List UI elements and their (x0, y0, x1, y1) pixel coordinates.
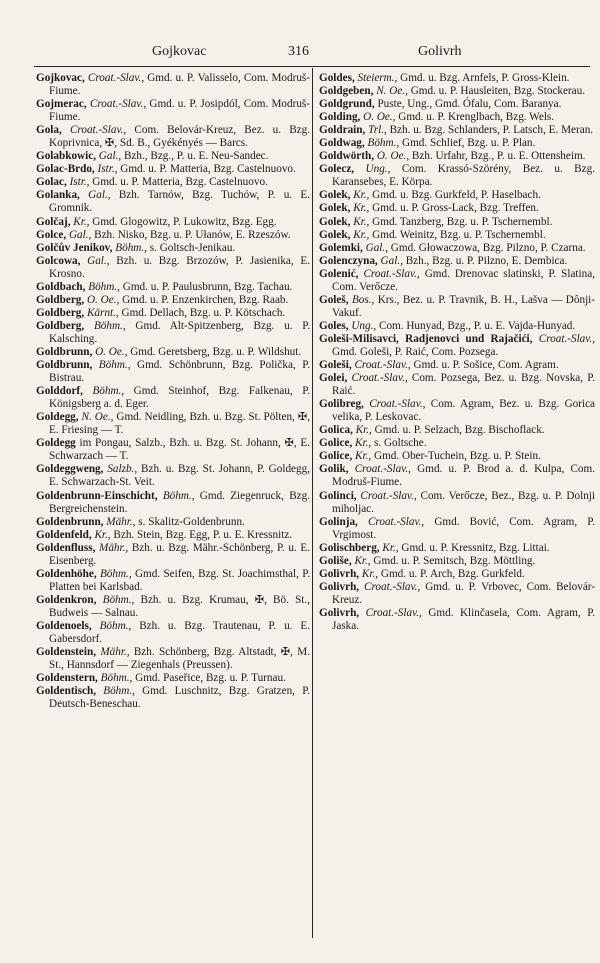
entry-region: Croat.-Slav., (369, 398, 426, 411)
entry-details: Gmd. u. P. Paulusbrunn, Bzg. Tachau. (122, 280, 293, 293)
entry-region: Kr., (355, 424, 372, 437)
entry-place-name: Gojkovac, (36, 72, 85, 84)
entry-details: Gmd. Ziegenruck, Bzg. Bergreichenstein. (49, 489, 311, 515)
entry-place-name: Goldwörth, (319, 150, 375, 163)
gazetteer-entry (36, 620, 310, 646)
entry-place-name: Goldegg (36, 437, 76, 450)
entry-details: Com. Verőcze, Bez., Bzg. u. P. Dolnji miholjac. (332, 489, 596, 515)
entry-place-name: Goldenoels, (36, 619, 92, 632)
entry-region: Mähr., (100, 646, 130, 659)
entry-region: Gal., (87, 254, 110, 267)
gazetteer-entry (319, 320, 595, 333)
entry-place-name: Goleši-Milisavci, Radjenovci und Rajačići, (319, 332, 533, 345)
entry-region: Mähr., (99, 541, 129, 554)
entry-region: Bos., (351, 293, 375, 306)
gazetteer-entry (36, 150, 310, 163)
entry-place-name: Goldegg, (36, 411, 79, 424)
header-left-word: Gojkovac (152, 44, 207, 59)
entry-region: Croat.-Slav., (351, 372, 408, 385)
entry-place-name: Golek, (319, 228, 351, 241)
entry-details: Gmd. Klinčasela, Com. Agram, P. Jaska. (332, 606, 595, 632)
gazetteer-entry (319, 542, 595, 555)
entry-place-name: Golice, (319, 437, 353, 450)
entry-details: Gmd. Glogowitz, P. Lukowitz, Bzg. Egg. (92, 215, 277, 228)
entry-region: Croat.-Slav., (360, 489, 417, 502)
entry-place-name: Goldwag, (319, 137, 365, 150)
entry-region: Kr., (73, 215, 90, 228)
entry-region: N. Oe., (376, 85, 408, 98)
entry-details: Bzh. u. Bzg. Schlanders, P. Latsch, E. Meran. (389, 124, 594, 137)
entry-details: Gmd. u. P. Brod a. d. Kulpa, Com. Modruš-Fiume. (332, 463, 596, 489)
gazetteer-entry (36, 72, 310, 98)
entry-details: Gmd. u. Bzg. Arnfels, P. Gross-Klein. (400, 72, 570, 84)
entry-details: Bzh. Stein, Bzg. Egg, P. u. E. Kressnitz. (113, 528, 293, 541)
entry-place-name: Goleši, (319, 359, 352, 372)
entry-details: Bzh., Bzg., P. u. E. Neu-Sandec. (123, 150, 269, 163)
entry-place-name: Golanka, (36, 189, 80, 202)
entry-place-name: Golek, (319, 189, 351, 202)
entry-details: Gmd. u. Bzg. Gurkfeld, P. Haselbach. (372, 189, 541, 202)
gazetteer-entry (36, 385, 310, 411)
gazetteer-entry (36, 685, 310, 711)
gazetteer-entry (319, 216, 595, 229)
entry-place-name: Golica, (319, 424, 353, 437)
entry-region: Croat.-Slav., (364, 580, 421, 593)
entry-details: Gmd. Neidling, Bzh. u. Bzg. St. Pölten, ✠, E. Friesing — T. (49, 411, 310, 437)
gazetteer-entry (36, 307, 310, 320)
entry-place-name: Golischberg, (319, 541, 380, 554)
gazetteer-entry (319, 202, 595, 215)
entry-details: Bzh. Tarnów, Bzg. Tuchów, P. u. E. Gromnik. (49, 189, 311, 215)
entry-details: Bzh. Schönberg, Bzg. Altstadt, ✠, M. St., Hannsdorf — Ziegenhals (Preussen). (49, 646, 310, 672)
entry-region: Böhm., (100, 672, 133, 685)
entry-region: Böhm., (92, 385, 125, 398)
entry-region: Croat.-Slav., (363, 267, 420, 280)
entry-place-name: Goldenkron, (36, 593, 97, 606)
gazetteer-entry (36, 594, 310, 620)
entry-place-name: Goldentisch, (36, 685, 96, 698)
gazetteer-entry (36, 437, 310, 463)
gazetteer-entry (319, 463, 595, 489)
gazetteer-entry (319, 163, 595, 189)
entry-details: Gmd. u. P. Hausleiten, Bzg. Stockerau. (410, 85, 586, 98)
entry-details: Gmd. u. P. Arch, Bzg. Gurkfeld. (380, 567, 525, 580)
entry-details: Bzh., Bzg. u. P. Pilzno, E. Dembica. (405, 254, 568, 267)
entry-details: Gmd. Tanzberg, Bzg. u. P. Tschernembl. (372, 215, 553, 228)
gazetteer-entry (36, 163, 310, 176)
gazetteer-entry (319, 437, 595, 450)
entry-region: Gal., (365, 241, 388, 254)
entry-place-name: Goles, (319, 319, 349, 332)
entry-place-name: Goleš, (319, 293, 349, 306)
entry-region: Kr., (354, 554, 371, 567)
entry-region: Croat.-Slav., (367, 515, 425, 528)
entry-details: Bzh. u. Bzg. Brzozów, P. Jasienika, E. Krosno. (49, 254, 310, 280)
entry-details: Gmd. Paseřice, Bzg. u. P. Turnau. (135, 672, 286, 685)
entry-details: Gmd. Ober-Tuchein, Bzg. u. P. Stein. (374, 450, 541, 463)
entry-place-name: Golce, (36, 228, 67, 241)
entry-details: Gmd. u. P. Valisselo, Com. Modruš-Fiume. (49, 72, 311, 98)
gazetteer-entry (319, 333, 595, 359)
gazetteer-entry (36, 346, 310, 359)
entry-details: Gmd. u. P. Matteria, Bzg. Castelnuovo. (92, 176, 268, 189)
entry-place-name: Goldrain, (319, 124, 366, 137)
entry-region: Böhm., (162, 489, 195, 502)
page-header (0, 44, 600, 64)
entry-place-name: Golecz, (319, 163, 355, 176)
entry-region: Kr., (353, 202, 370, 215)
entry-place-name: Goldenhöhe, (36, 567, 97, 580)
entry-region: Trl., (368, 124, 387, 137)
entry-details: Bzh. u. Bzg. Mähr.-Schönberg, P. u. E. Eisenberg. (49, 541, 310, 567)
entry-details: Puste, Ung., Gmd. Ófalu, Com. Baranya. (377, 98, 562, 111)
gazetteer-entry (319, 98, 595, 111)
entry-details: Com. Pozsega, Bez. u. Bzg. Novska, P. Raić. (332, 372, 596, 398)
entry-place-name: Golčův Jenikov, (36, 241, 113, 254)
entry-place-name: Goldenfeld, (36, 528, 92, 541)
entry-region: Kr., (382, 541, 399, 554)
entry-region: Böhm., (99, 619, 132, 632)
entry-place-name: Goldes, (319, 72, 355, 84)
entry-region: Croat.-Slav., (354, 359, 411, 372)
column-divider (312, 68, 313, 938)
entry-place-name: Goldgrund, (319, 98, 375, 111)
entry-region: Kr., (353, 228, 370, 241)
entry-details: Gmd. u. P. Kressnitz, Bzg. Littai. (401, 541, 550, 554)
entry-place-name: Goldenstern, (36, 672, 98, 685)
entry-place-name: Goldberg, (36, 306, 85, 319)
entry-region: Ung., (365, 163, 391, 176)
gazetteer-entry (36, 189, 310, 215)
gazetteer-entry (319, 72, 595, 85)
entry-place-name: Gola, (36, 124, 62, 137)
gazetteer-entry (319, 124, 595, 137)
entry-region: Kr., (355, 437, 372, 450)
entry-region: Böhm., (115, 241, 147, 254)
entry-details: Gmd. Bović, Com. Agram, P. Vrgimost. (332, 515, 596, 541)
gazetteer-entry (319, 568, 595, 581)
gazetteer-entry (36, 542, 310, 568)
gazetteer-entry (319, 424, 595, 437)
entry-place-name: Golek, (319, 202, 351, 215)
entry-region: Ung., (351, 319, 377, 332)
entry-place-name: Goldbrunn, (36, 359, 93, 372)
entry-region: Böhm., (103, 685, 135, 698)
gazetteer-entry (36, 463, 310, 489)
entry-region: Kr., (361, 567, 379, 580)
entry-place-name: Goldbach, (36, 280, 86, 293)
entry-region: Salzb., (107, 463, 138, 476)
entry-region: O. Oe., (95, 345, 128, 358)
entry-details: Bzh. Nisko, Bzg. u. P. Ułanów, E. Rzeszów. (94, 228, 291, 241)
gazetteer-entry (36, 229, 310, 242)
gazetteer-entry (36, 568, 310, 594)
gazetteer-entry (319, 607, 595, 633)
right-column (319, 72, 595, 633)
entry-details: Gmd. Luschnitz, Bzg. Gratzen, P. Deutsch-Beneschau. (49, 685, 310, 711)
gazetteer-entry (36, 281, 310, 294)
entry-place-name: Gojmerac, (36, 98, 87, 111)
entry-details: Gmd. u. P. Josipdól, Com. Modruš-Fiume. (49, 98, 311, 124)
entry-place-name: Goldberg, (36, 319, 85, 332)
entry-details: Gmd. Weinitz, Bzg. u. P. Tschernembl. (372, 228, 546, 241)
entry-place-name: Golek, (319, 215, 351, 228)
entry-place-name: Goldberg, (36, 293, 85, 306)
header-right-word: Golivrh (418, 44, 462, 59)
entry-details: Gmd. Goleši, P. Raić, Com. Pozsega. (332, 345, 499, 358)
gazetteer-entry (319, 294, 595, 320)
entry-place-name: Golivrh, (319, 567, 360, 580)
entry-place-name: Goliše, (319, 554, 352, 567)
left-column (36, 72, 310, 711)
gazetteer-entry (36, 176, 310, 189)
entry-details: Gmd. Schlief, Bzg. u. P. Plan. (402, 137, 536, 150)
gazetteer-entry (36, 242, 310, 255)
entry-details: Gmd. u. P. Selzach, Bzg. Bischoflack. (374, 424, 545, 437)
entry-region: Böhm., (99, 567, 132, 580)
entry-place-name: Golinci, (319, 489, 357, 502)
entry-place-name: Goldgeben, (319, 85, 374, 98)
header-divider (34, 66, 590, 67)
entry-details: Com. Agram, Bez. u. Bzg. Gorica velika, P. Leskovac. (332, 398, 596, 424)
gazetteer-entry (36, 411, 310, 437)
entry-region: Croat.-Slav., (87, 72, 145, 84)
gazetteer-entry (36, 646, 310, 672)
entry-details: Gmd. Dellach, Bzg. u. P. Kötschach. (121, 306, 286, 319)
entry-place-name: Golddorf, (36, 385, 83, 398)
entry-details: Gmd. Geretsberg, Bzg. u. P. Wildshut. (130, 345, 302, 358)
entry-details: Gmd. Drenovac slatinski, P. Slatina, Com. Verőcze. (332, 267, 595, 293)
entry-region: Istr., (69, 176, 90, 189)
entry-details: Com. Hunyad, Bzg., P. u. E. Vajda-Hunyad. (379, 319, 576, 332)
entry-region: N. Oe., (81, 411, 114, 424)
entry-region: Kr., (94, 528, 111, 541)
gazetteer-entry (319, 268, 595, 294)
entry-place-name: Golei, (319, 372, 348, 385)
entry-details: im Pongau, Salzb., Bzh. u. Bzg. St. Johann, ✠, E. Schwarzach — T. (49, 437, 310, 463)
gazetteer-entry (36, 320, 310, 346)
entry-region: O. Oe., (86, 293, 120, 306)
entry-place-name: Goldenbrunn-Einschicht, (36, 489, 158, 502)
gazetteer-entry (319, 359, 595, 372)
gazetteer-entry (36, 294, 310, 307)
entry-place-name: Goldeggweng, (36, 463, 104, 476)
gazetteer-entry (319, 516, 595, 542)
entry-place-name: Golice, (319, 450, 353, 463)
entry-place-name: Golik, (319, 463, 349, 476)
entry-region: Croat.-Slav., (354, 463, 411, 476)
gazetteer-entry (319, 137, 595, 150)
entry-region: Gal., (380, 254, 403, 267)
entry-region: Kr., (355, 450, 372, 463)
entry-region: Böhm., (88, 280, 120, 293)
entry-region: Mähr., (106, 515, 136, 528)
gazetteer-entry (319, 255, 595, 268)
entry-place-name: Goldbrunn, (36, 345, 93, 358)
entry-region: Gal., (98, 150, 122, 163)
entry-place-name: Golibreg, (319, 398, 364, 411)
entry-place-name: Golčaj, (36, 215, 71, 228)
entry-details: Gmd. u. P. Vrbovec, Com. Belovár-Kreuz. (332, 580, 596, 606)
gazetteer-entry (319, 189, 595, 202)
entry-region: Steierm., (357, 72, 398, 84)
gazetteer-entry (319, 490, 595, 516)
entry-details: Gmd. u. P. Semitsch, Bzg. Möttling. (373, 554, 536, 567)
entry-place-name: Golenić, (319, 267, 359, 280)
entry-place-name: Golcowa, (36, 254, 81, 267)
gazetteer-entry (36, 124, 310, 150)
entry-place-name: Goldenstein, (36, 646, 96, 659)
entry-details: Bzh. u. Bzg. Krumau, ✠, Bö. St., Budweis — Salnau. (49, 593, 311, 619)
entry-details: s. Goltsche. (374, 437, 427, 450)
entry-place-name: Goldenfluss, (36, 541, 96, 554)
entry-region: Böhm., (367, 137, 400, 150)
entry-details: Gmd. u. P. Enzenkirchen, Bzg. Raab. (122, 293, 289, 306)
page-number: 316 (288, 44, 309, 59)
entry-region: Böhm., (93, 319, 126, 332)
entry-region: Croat.-Slav., (538, 332, 596, 345)
entry-place-name: Golac-Brdo, (36, 163, 95, 176)
gazetteer-entry (36, 359, 310, 385)
entry-details: Gmd. Schönbrunn, Bzg. Polička, P. Bistrau. (49, 359, 311, 385)
entry-region: Croat.-Slav., (69, 124, 127, 137)
entry-details: Bzh. u. Bzg. Trautenau, P. u. E. Gabersdorf. (49, 619, 311, 646)
entry-region: Croat.-Slav., (365, 606, 422, 619)
gazetteer-entry (319, 229, 595, 242)
gazetteer-entry (319, 555, 595, 568)
entry-details: Krs., Bez. u. P. Travnik, B. H., Lašva — Dônji-Vakuf. (332, 293, 596, 319)
entry-details: Gmd. u. P. Gross-Lack, Bzg. Treffen. (372, 202, 539, 215)
gazetteer-entry (36, 98, 310, 124)
gazetteer-entry (319, 85, 595, 98)
entry-region: Gal., (68, 228, 92, 241)
gazetteer-entry (319, 150, 595, 163)
entry-region: Istr., (97, 163, 118, 176)
entry-region: O. Oe., (363, 111, 396, 124)
entry-region: O. Oe., (376, 150, 410, 163)
entry-region: Croat.-Slav., (89, 98, 147, 111)
entry-place-name: Golabkowic, (36, 150, 96, 163)
gazetteer-entry (36, 490, 310, 516)
entry-details: Gmd. Alt-Spitzenberg, Bzg. u. P. Kalsching. (49, 319, 311, 345)
gazetteer-entry (36, 516, 310, 529)
entry-details: Gmd. Steinhof, Bzg. Falkenau, P. Königsberg a. d. Eger. (49, 385, 311, 411)
entry-place-name: Golac, (36, 176, 67, 189)
entry-region: Kr., (353, 215, 370, 228)
entry-details: s. Goltsch-Jenikau. (149, 241, 236, 254)
gazetteer-entry (319, 450, 595, 463)
entry-place-name: Golemki, (319, 241, 363, 254)
entry-details: Gmd. u. P. Krenglbach, Bzg. Wels. (398, 111, 555, 124)
entry-region: Kr., (353, 189, 370, 202)
gazetteer-entry (36, 529, 310, 542)
entry-details: Gmd. Głowaczowa, Bzg. Pilzno, P. Czarna. (390, 241, 586, 254)
gazetteer-entry (319, 372, 595, 398)
entry-details: Com. Krassó-Szörény, Bez. u. Bzg. Karansebes, E. Körpa. (332, 163, 595, 189)
gazetteer-entry (319, 111, 595, 124)
entry-place-name: Golding, (319, 111, 361, 124)
entry-place-name: Golenczyna, (319, 254, 378, 267)
entry-region: Böhm., (102, 593, 135, 606)
gazetteer-entry (319, 398, 595, 424)
entry-details: s. Skalitz-Goldenbrunn. (138, 515, 245, 528)
entry-details: Com. Belovár-Kreuz, Bez. u. Bzg. Koprivnica, ✠, Sd. B., Gyékényés — Barcs. (49, 124, 311, 150)
entry-details: Bzh. u. Bzg. St. Johann, P. Goldegg, E. Schwarzach-St. Veit. (49, 463, 311, 489)
entry-details: Bzh. Urfahr, Bzg., P. u. E. Ottensheim. (411, 150, 586, 163)
gazetteer-entry (319, 581, 595, 607)
entry-details: Gmd. u. P. Matteria, Bzg. Castelnuovo. (120, 163, 296, 176)
entry-place-name: Golinja, (319, 515, 358, 528)
gazetteer-entry (36, 216, 310, 229)
entry-details: Gmd. u. P. Sošice, Com. Agram. (413, 359, 559, 372)
gazetteer-entry (319, 242, 595, 255)
entry-region: Kärnt., (86, 306, 119, 319)
entry-place-name: Golivrh, (319, 606, 360, 619)
entry-details: Gmd. Seifen, Bzg. St. Joachimsthal, P. Platten bei Karlsbad. (49, 567, 310, 593)
gazetteer-entry (36, 672, 310, 685)
entry-place-name: Golivrh, (319, 580, 360, 593)
entry-region: Böhm., (98, 359, 131, 372)
gazetteer-entry (36, 255, 310, 281)
entry-place-name: Goldenbrunn, (36, 515, 104, 528)
entry-region: Gal., (88, 189, 111, 202)
